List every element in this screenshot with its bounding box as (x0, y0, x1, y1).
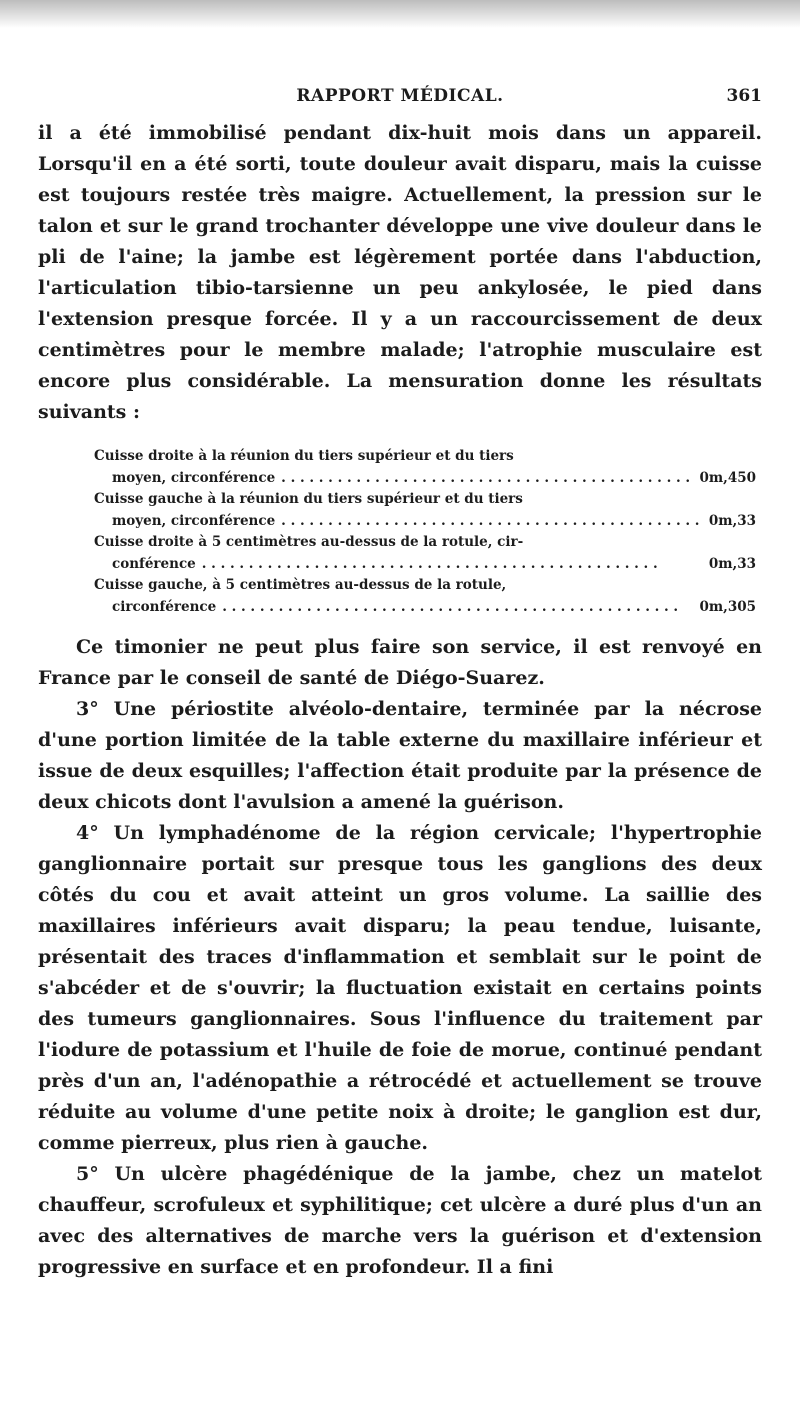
measurement-line (94, 511, 756, 533)
page-number: 361 (726, 86, 762, 106)
measurement-label: Cuisse gauche à la réunion du tiers supérieur et du tiers (94, 491, 523, 507)
measurement-value: 0m,33 (708, 555, 756, 572)
paragraph-2: Ce timonier ne peut plus faire son service, il est renvoyé en France par le conseil de santé de Diégo-Suarez. (38, 636, 762, 689)
measurement-label: Cuisse gauche, à 5 centimètres au-dessus de la rotule, (94, 577, 507, 593)
paragraph-4: 4° Un lymphadénome de la région cervicale; l'hypertrophie ganglionnaire portait sur presque tous les ganglions des deux côtés du cou et avait atteint un gros volume. La saillie des maxillaires inférieurs avait disparu; la peau tendue, luisante, présentait des traces d'inflammation et semblait sur le point de s'abcéder et de s'ouvrir; la fluctuation existait en certains points des tumeurs ganglionnaires. Sous l'influence du traitement par l'iodure de potassium et l'huile de foie de morue, continué pendant près d'un an, l'adénopathie a rétrocédé et actuellement se trouve réduite au volume d'une petite noix à droite; le ganglion est dur, comme pierreux, plus rien à gauche. (38, 822, 762, 1154)
measurement-label-cont: moyen, circonférence (112, 469, 276, 486)
measurement-item (94, 489, 756, 532)
measurement-value: 0m,450 (699, 469, 756, 486)
measurement-item (94, 575, 756, 618)
measurement-line (94, 554, 756, 576)
measurement-line (94, 468, 756, 490)
paragraph-1: il a été immobilisé pendant dix-huit mois dans un appareil. Lorsqu'il en a été sorti, toute douleur avait disparu, mais la cuisse est toujours restée très maigre. Actuellement, la pression sur le talon et sur le grand trochanter développe une vive douleur dans le pli de l'aine; la jambe est légèrement portée dans l'abduction, l'articulation tibio-tarsienne un peu ankylosée, le pied dans l'extension presque forcée. Il y a un raccourcissement de deux centimètres pour le membre malade; l'atrophie musculaire est encore plus considérable. La mensuration donne les résultats suivants : (38, 122, 762, 423)
running-title: RAPPORT MÉDICAL. (296, 86, 504, 106)
dot-leader (222, 597, 693, 619)
paragraph-5: 5° Un ulcère phagédénique de la jambe, chez un matelot chauffeur, scrofuleux et syphilitique; cet ulcère a duré plus d'un an avec des alternatives de marche vers la guérison et d'extension progressive en surface et en profondeur. Il a fini (38, 1163, 762, 1278)
measurement-label-cont: conférence (112, 555, 196, 572)
paragraph-3: 3° Une périostite alvéolo-dentaire, terminée par la nécrose d'une portion limitée de la table externe du maxillaire inférieur et issue de deux esquilles; l'affection était produite par la présence de deux chicots dont l'avulsion a amené la guérison. (38, 698, 762, 813)
measurement-item (94, 532, 756, 575)
page-header (38, 78, 762, 118)
measurement-label: Cuisse droite à la réunion du tiers supérieur et du tiers (94, 448, 514, 464)
measurement-label-cont: moyen, circonférence (112, 512, 276, 529)
measurement-value: 0m,33 (708, 512, 756, 529)
measurement-label: Cuisse droite à 5 centimètres au-dessus de la rotule, cir- (94, 534, 524, 550)
dot-leader (202, 554, 703, 576)
dot-leader (281, 468, 693, 490)
measurement-table (38, 446, 762, 618)
dot-leader (281, 511, 703, 533)
measurement-item (94, 446, 756, 489)
measurement-label-cont: circonférence (112, 598, 217, 615)
measurement-value: 0m,305 (699, 598, 756, 615)
measurement-line (94, 597, 756, 619)
book-page (38, 78, 762, 1283)
scan-edge-shadow (0, 0, 800, 28)
